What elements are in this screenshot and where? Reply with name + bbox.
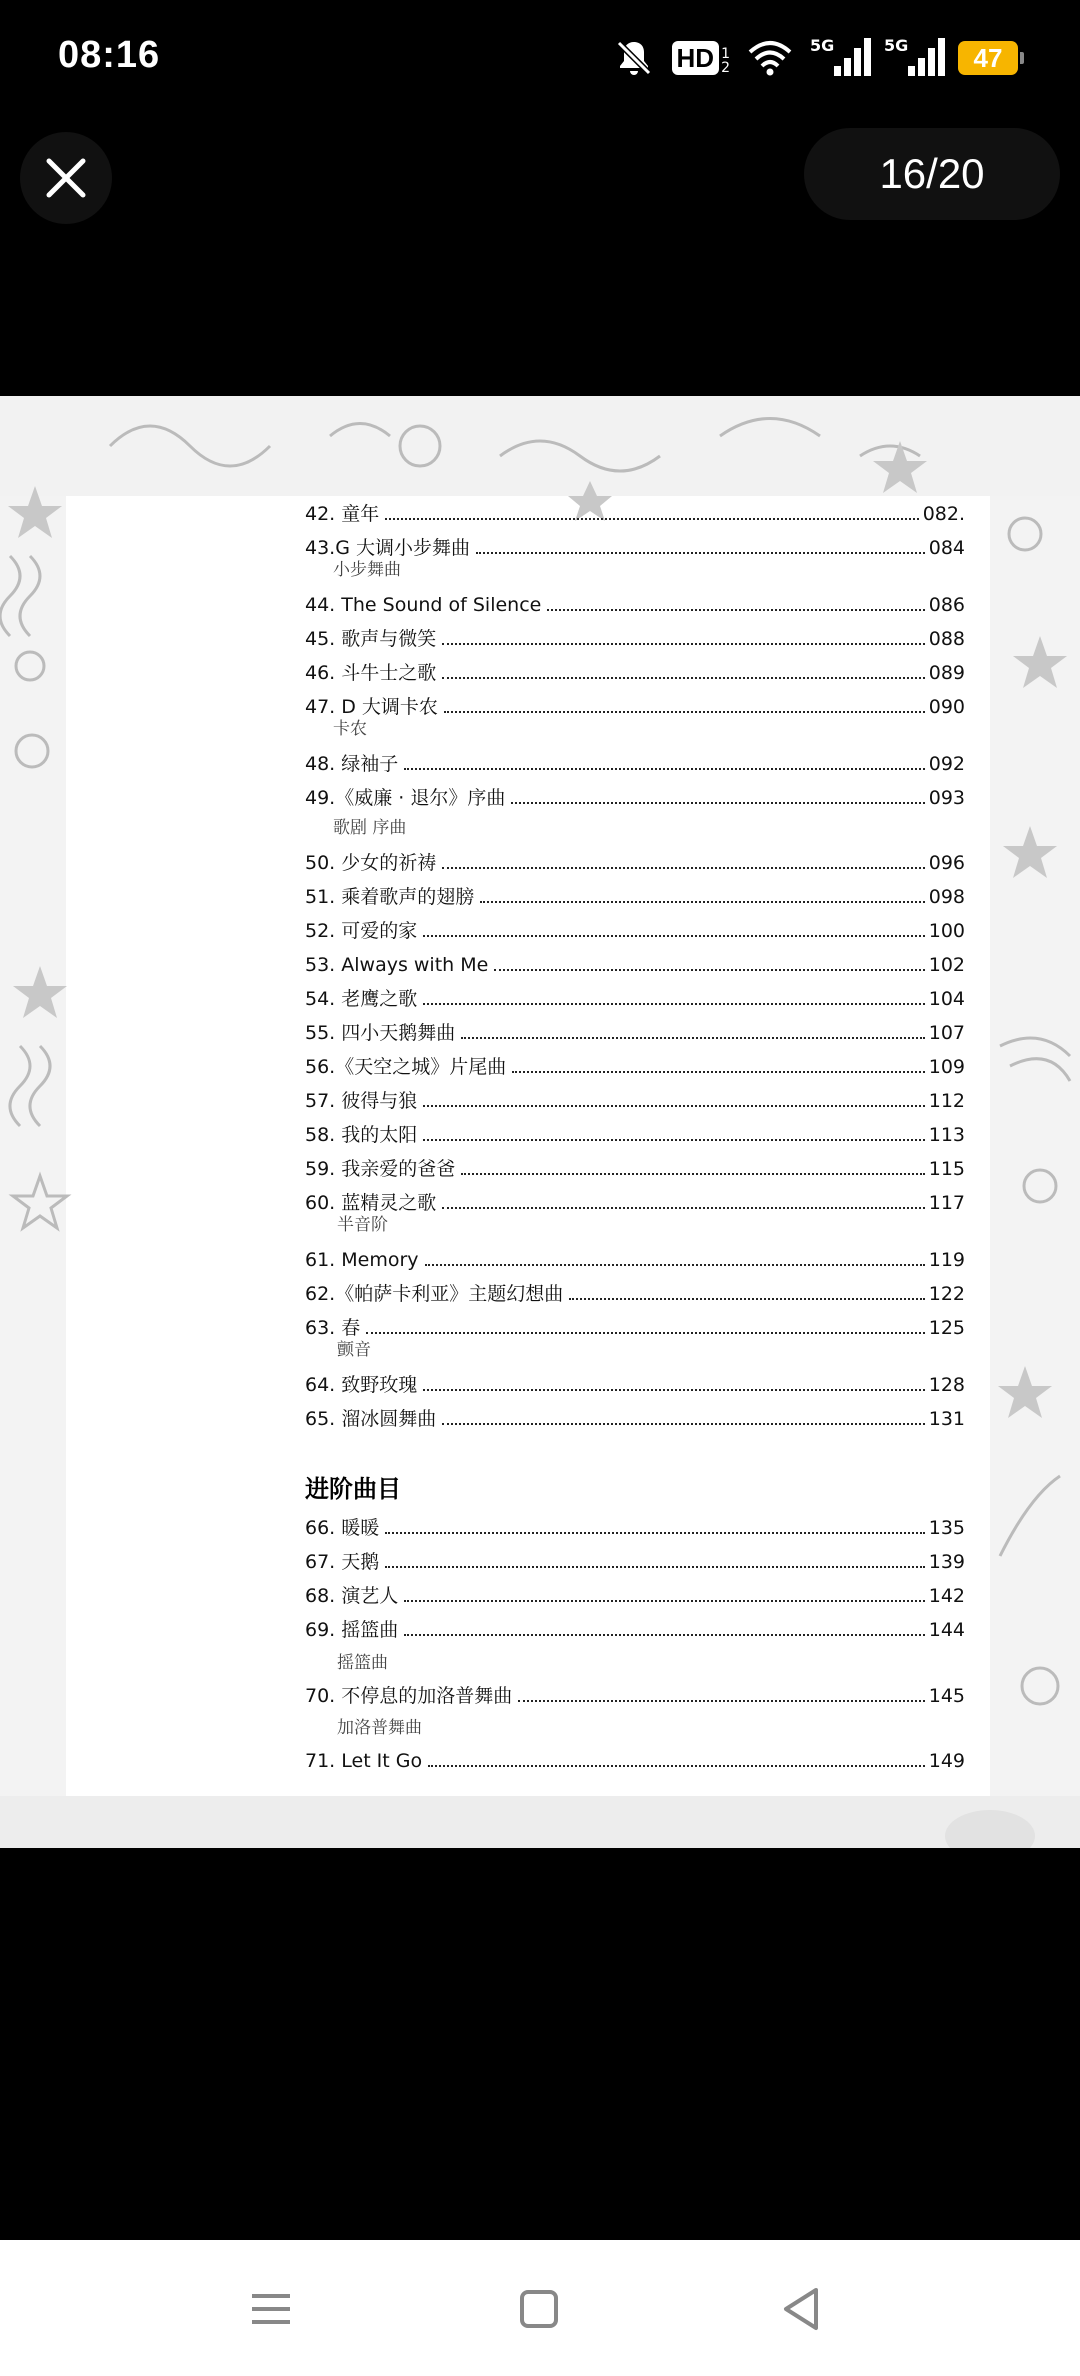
toc-dot-leader: [442, 643, 924, 645]
toc-entry-title: 52. 可爱的家: [305, 920, 418, 942]
toc-entry-page: 113: [928, 1124, 965, 1146]
toc-section-title: 进阶曲目: [305, 1475, 401, 1503]
toc-dot-leader: [480, 901, 924, 903]
toc-entry: [305, 695, 965, 719]
toc-entry-page: 125: [928, 1317, 965, 1339]
toc-entry-title: 50. 少女的祈祷: [305, 852, 437, 874]
back-button[interactable]: [776, 2284, 826, 2334]
toc-entry: [305, 919, 965, 943]
toc-entry-title: 64. 致野玫瑰: [305, 1374, 418, 1396]
toc-entry-title: 47. D 大调卡农: [305, 696, 438, 718]
toc-entry: [305, 1248, 965, 1272]
battery-level: 47: [973, 43, 1003, 73]
toc-entry-title: 70. 不停息的加洛普舞曲: [305, 1685, 513, 1707]
toc-entry-subtitle: 摇篮曲: [337, 1653, 388, 1673]
toc-dot-leader: [442, 1207, 924, 1209]
toc-entry-title: 54. 老鹰之歌: [305, 988, 418, 1010]
toc-entry-title: 48. 绿袖子: [305, 753, 399, 775]
toc-dot-leader: [428, 1765, 925, 1767]
status-icons: [614, 36, 1018, 80]
status-time: 08:16: [58, 34, 161, 76]
toc-dot-leader: [423, 1003, 924, 1005]
toc-entry: [305, 1407, 965, 1431]
toc-dot-leader: [404, 1634, 924, 1636]
toc-dot-leader: [425, 1264, 925, 1266]
toc-dot-leader: [366, 1332, 924, 1334]
menu-button[interactable]: [246, 2284, 296, 2334]
toc-entry-title: 49.《威廉 · 退尔》序曲: [305, 787, 506, 809]
page-counter: 16/20: [804, 128, 1060, 220]
status-bar: [0, 0, 1080, 118]
toc-dot-leader: [423, 1139, 924, 1141]
toc-entry-title: 67. 天鹅: [305, 1551, 380, 1573]
close-icon: [45, 157, 87, 199]
toc-entry-title: 61. Memory: [305, 1249, 419, 1271]
toc-dot-leader: [512, 1071, 925, 1073]
toc-entry-page: 122: [928, 1283, 965, 1305]
toc-entry-title: 66. 暖暖: [305, 1517, 380, 1539]
toc-dot-leader: [511, 802, 924, 804]
close-button[interactable]: [20, 132, 112, 224]
toc-entry-title: 63. 春: [305, 1317, 361, 1339]
toc-entry-page: 089: [928, 662, 965, 684]
toc-entry: [305, 627, 965, 651]
toc-entry-subtitle: 小步舞曲: [333, 560, 401, 580]
toc-entry: [305, 1316, 965, 1340]
toc-entry-title: 68. 演艺人: [305, 1585, 399, 1607]
toc-entry-subtitle: 歌剧 序曲: [333, 818, 407, 838]
toc-entry: [305, 885, 965, 909]
menu-icon: [246, 2284, 296, 2334]
hd-label: HD: [672, 41, 720, 75]
toc-entry: [305, 1618, 965, 1642]
toc-entry: [305, 1157, 965, 1181]
signal2-label: 5G: [884, 36, 909, 55]
toc-entry-title: 57. 彼得与狼: [305, 1090, 418, 1112]
toc-dot-leader: [423, 1105, 924, 1107]
toc-entry-title: 51. 乘着歌声的翅膀: [305, 886, 475, 908]
toc-dot-leader: [423, 1389, 924, 1391]
signal1-label: 5G: [810, 36, 835, 55]
toc-dot-leader: [547, 609, 924, 611]
toc-entry-title: 58. 我的太阳: [305, 1124, 418, 1146]
toc-entry: [305, 1282, 965, 1306]
toc-entry-title: 44. The Sound of Silence: [305, 594, 542, 616]
signal-5g-icon: [810, 38, 866, 78]
toc-entry-page: 139: [928, 1551, 965, 1573]
toc-dot-leader: [423, 935, 924, 937]
toc-entry: [305, 987, 965, 1011]
toc-entry-page: 100: [928, 920, 965, 942]
toc-entry: [305, 1550, 965, 1574]
toc-entry-title: 71. Let It Go: [305, 1750, 423, 1772]
toc-entry-page: 088: [928, 628, 965, 650]
toc-dot-leader: [442, 867, 924, 869]
battery-icon: [958, 41, 1018, 75]
toc-entry-title: 62.《帕萨卡利亚》主题幻想曲: [305, 1283, 564, 1305]
toc-entry-page: 117: [928, 1192, 965, 1214]
document-page[interactable]: [0, 396, 1080, 1848]
toc-entry: [305, 1123, 965, 1147]
toc-entry-page: 092: [928, 753, 965, 775]
toc-entry: [305, 1021, 965, 1045]
toc-entry-title: 53. Always with Me: [305, 954, 489, 976]
toc-dot-leader: [385, 1532, 924, 1534]
toc-entry-page: 119: [928, 1249, 965, 1271]
toc-entry-subtitle: 加洛普舞曲: [337, 1718, 422, 1738]
toc-entry: [305, 786, 965, 810]
toc-entry-page: 142: [928, 1585, 965, 1607]
toc-entry: [305, 1684, 965, 1708]
toc-entry-page: 112: [928, 1090, 965, 1112]
toc-entry-page: 084: [928, 537, 965, 559]
toc-entry: [305, 851, 965, 875]
hd-sub: 1 2: [721, 46, 730, 76]
toc-dot-leader: [461, 1037, 924, 1039]
toc-dot-leader: [494, 969, 924, 971]
toc-entry-page: 144: [928, 1619, 965, 1641]
toc-dot-leader: [442, 1423, 924, 1425]
toc-entry: [305, 1749, 965, 1773]
toc-dot-leader: [404, 768, 924, 770]
toc-entry: [305, 1055, 965, 1079]
toc-dot-leader: [385, 518, 918, 520]
toc-entry-title: 56.《天空之城》片尾曲: [305, 1056, 507, 1078]
toc-entry-title: 55. 四小天鹅舞曲: [305, 1022, 456, 1044]
toc-entry: [305, 953, 965, 977]
toc-dot-leader: [442, 677, 924, 679]
toc-dot-leader: [444, 711, 925, 713]
toc-entry-page: 102: [928, 954, 965, 976]
toc-entry-page: 131: [928, 1408, 965, 1430]
toc-entry: [305, 1516, 965, 1540]
toc-entry-page: 098: [928, 886, 965, 908]
toc-entry-page: 115: [928, 1158, 965, 1180]
hd-icon: [672, 41, 730, 75]
toc-entry: [305, 1584, 965, 1608]
toc-entry-page: 104: [928, 988, 965, 1010]
toc-entry-page: 107: [928, 1022, 965, 1044]
toc-entry-title: 60. 蓝精灵之歌: [305, 1192, 437, 1214]
toc-entry-page: 149: [928, 1750, 965, 1772]
toc-entry-page: 096: [928, 852, 965, 874]
toc-entry-title: 45. 歌声与微笑: [305, 628, 437, 650]
toc-entry: [305, 661, 965, 685]
toc-entry-title: 43.G 大调小步舞曲: [305, 537, 470, 559]
toc-entry: [305, 502, 965, 526]
toc-dot-leader: [518, 1700, 924, 1702]
toc-entry-page: 109: [928, 1056, 965, 1078]
toc-dot-leader: [476, 552, 925, 554]
toc-entry-subtitle: 卡农: [333, 719, 367, 739]
toc-entry-page: 135: [928, 1517, 965, 1539]
home-button[interactable]: [514, 2284, 564, 2334]
signal-5g-icon: [884, 38, 940, 78]
toc-entry: [305, 536, 965, 560]
toc-entry-subtitle: 半音阶: [337, 1215, 388, 1235]
system-nav-bar: [0, 2240, 1080, 2376]
toc-entry: [305, 1373, 965, 1397]
toc-dot-leader: [385, 1566, 924, 1568]
back-icon: [776, 2284, 826, 2334]
toc-entry-title: 69. 摇篮曲: [305, 1619, 399, 1641]
toc-entry-page: 082.: [922, 503, 965, 525]
toc-entry-title: 65. 溜冰圆舞曲: [305, 1408, 437, 1430]
toc-entry-page: 093: [928, 787, 965, 809]
toc-entry-page: 128: [928, 1374, 965, 1396]
toc-entry: [305, 752, 965, 776]
toc-entry-title: 46. 斗牛士之歌: [305, 662, 437, 684]
toc-entry-title: 59. 我亲爱的爸爸: [305, 1158, 456, 1180]
toc-entry: [305, 593, 965, 617]
toc-entry-page: 086: [928, 594, 965, 616]
toc-entry: [305, 1191, 965, 1215]
mute-bell-icon: [614, 38, 654, 78]
wifi-icon: [748, 40, 792, 76]
toc-entry-page: 145: [928, 1685, 965, 1707]
toc-entry-title: 42. 童年: [305, 503, 380, 525]
toc-dot-leader: [461, 1173, 924, 1175]
toc-dot-leader: [404, 1600, 924, 1602]
toc-entry-page: 090: [928, 696, 965, 718]
toc-entry-subtitle: 颤音: [337, 1340, 371, 1360]
home-icon: [514, 2284, 564, 2334]
toc-dot-leader: [569, 1298, 925, 1300]
toc-entry: [305, 1089, 965, 1113]
